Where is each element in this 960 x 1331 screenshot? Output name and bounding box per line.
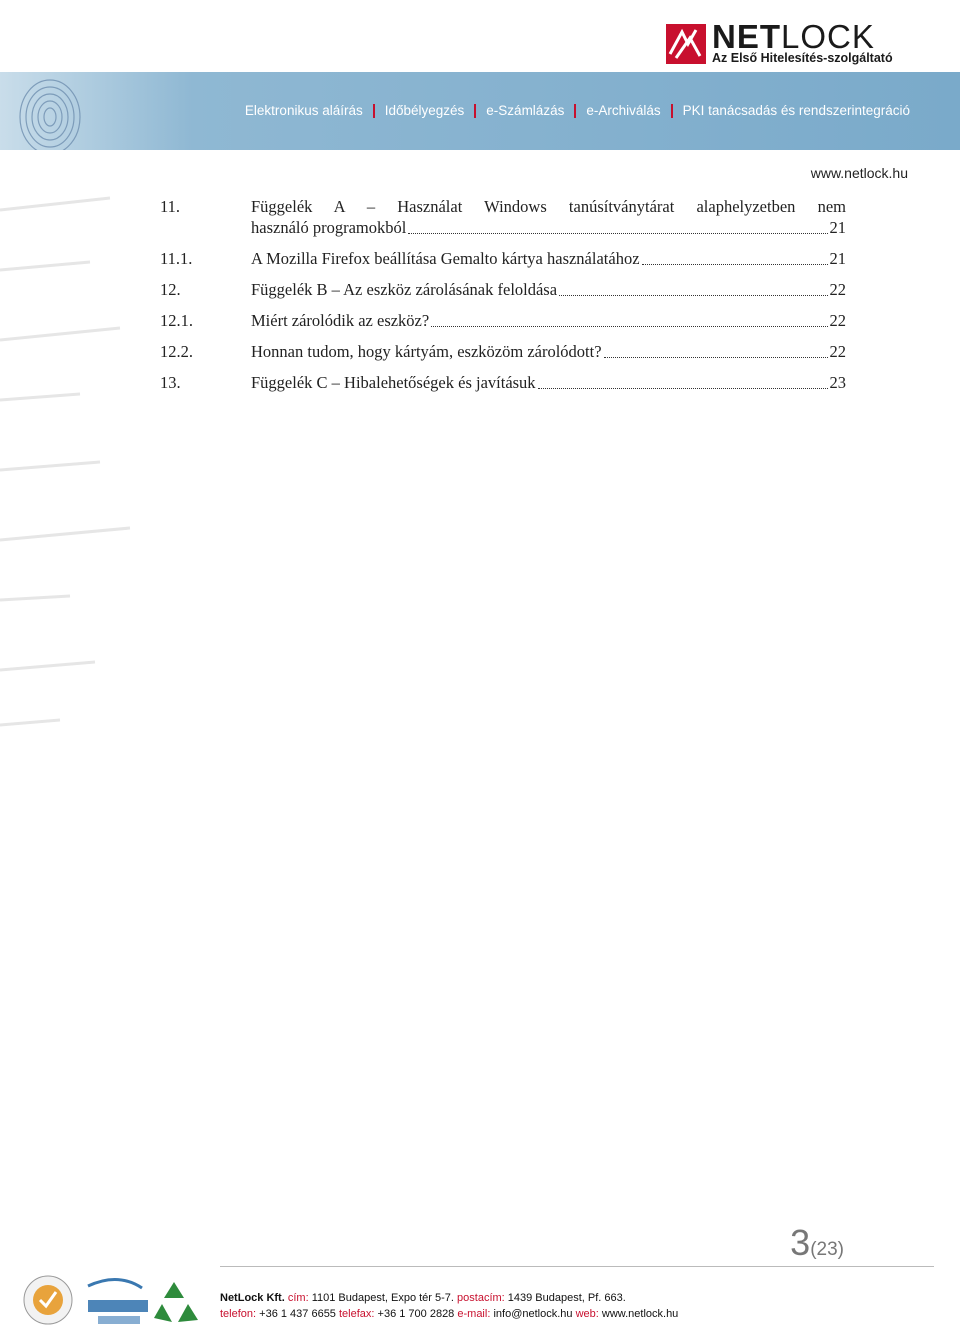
nav-item-e-szamlazas[interactable]: e-Számlázás bbox=[486, 103, 565, 118]
toc-leader bbox=[408, 233, 827, 234]
toc-page: 22 bbox=[829, 280, 846, 299]
nav-item-idobelyegzes[interactable]: Időbélyegzés bbox=[384, 103, 465, 118]
toc-title: Függelék C – Hibalehetőségek és javításuk bbox=[251, 373, 536, 392]
recycle-icon bbox=[154, 1282, 198, 1322]
header-nav bbox=[245, 103, 910, 118]
toc-page: 23 bbox=[829, 373, 846, 392]
netlock-logo bbox=[666, 20, 916, 68]
nav-item-e-archivalas[interactable]: e-Archiválás bbox=[586, 103, 661, 118]
toc-title: A Mozilla Firefox beállítása Gemalto kártya használatához bbox=[251, 249, 640, 268]
footer-web-link[interactable]: www.netlock.hu bbox=[601, 1308, 679, 1320]
toc-number: 11. bbox=[160, 197, 181, 216]
toc-entry[interactable] bbox=[160, 341, 846, 362]
footer-company: NetLock Kft. bbox=[220, 1292, 285, 1304]
page-total: (23) bbox=[810, 1239, 844, 1260]
nav-item-pki-tanacsadas[interactable]: PKI tanácsadás és rendszerintegráció bbox=[682, 103, 910, 118]
header-banner bbox=[0, 72, 960, 150]
footer-contact: NetLock Kft. cím: 1101 Budapest, Expo tér 5-7. postacím: 1439 Budapest, Pf. 663. telefon: +36 1 437 6655 telefax: +36 1 700 2828 e-mail: info@netlock.hu web: www.netlock.hu bbox=[220, 1292, 679, 1320]
decorative-streaks bbox=[0, 150, 140, 750]
toc-number: 12.2. bbox=[160, 342, 193, 361]
toc-page: 22 bbox=[829, 311, 846, 330]
toc-title: Miért zárolódik az eszköz? bbox=[251, 311, 430, 330]
page-number bbox=[790, 1222, 844, 1264]
netlock-mark-icon bbox=[666, 24, 706, 64]
toc-leader bbox=[559, 295, 827, 296]
certop-iso-9001-logo bbox=[88, 1279, 148, 1324]
nav-separator bbox=[373, 104, 375, 118]
footer-divider bbox=[220, 1266, 934, 1267]
logo-tagline: Az Első Hitelesítés-szolgáltató bbox=[712, 51, 893, 65]
footer-fax: +36 1 700 2828 bbox=[377, 1308, 455, 1320]
certification-logos bbox=[22, 1272, 212, 1328]
nav-separator bbox=[574, 104, 576, 118]
nav-item-elektronikus-alairas[interactable]: Elektronikus aláírás bbox=[244, 103, 363, 118]
page-current: 3 bbox=[790, 1222, 811, 1263]
fingerprint-icon bbox=[0, 72, 120, 150]
toc-title-continued: használó programokból bbox=[251, 218, 407, 237]
table-of-contents bbox=[160, 196, 846, 403]
toc-number: 13. bbox=[160, 373, 181, 392]
toc-leader bbox=[642, 264, 828, 265]
toc-title: Honnan tudom, hogy kártyám, eszközöm zárolódott? bbox=[251, 342, 602, 361]
footer-postal-address: 1439 Budapest, Pf. 663. bbox=[507, 1292, 626, 1304]
toc-page: 21 bbox=[829, 249, 846, 268]
logo-wordmark: NETLOCK bbox=[712, 18, 875, 55]
toc-number: 12. bbox=[160, 280, 181, 299]
toc-number: 12.1. bbox=[160, 311, 193, 330]
toc-number: 11.1. bbox=[160, 249, 193, 268]
nav-separator bbox=[671, 104, 673, 118]
footer-email-link[interactable]: info@netlock.hu bbox=[493, 1308, 573, 1320]
nav-separator bbox=[474, 104, 476, 118]
toc-page: 22 bbox=[829, 342, 846, 361]
toc-page: 21 bbox=[829, 218, 846, 237]
footer-phone: +36 1 437 6655 bbox=[259, 1308, 336, 1320]
toc-entry[interactable] bbox=[160, 248, 846, 269]
footer-address: 1101 Budapest, Expo tér 5-7. bbox=[311, 1292, 454, 1304]
toc-title: Függelék A – Használat Windows tanúsítványtárat alaphelyzetben nem bbox=[251, 197, 846, 216]
toc-entry[interactable] bbox=[160, 372, 846, 393]
toc-leader bbox=[604, 357, 828, 358]
sgs-logo bbox=[24, 1276, 72, 1324]
toc-entry[interactable] bbox=[160, 310, 846, 331]
toc-entry[interactable] bbox=[160, 196, 846, 238]
site-url[interactable]: www.netlock.hu bbox=[810, 165, 908, 181]
toc-leader bbox=[538, 388, 828, 389]
toc-entry[interactable] bbox=[160, 279, 846, 300]
toc-title: Függelék B – Az eszköz zárolásának feloldása bbox=[251, 280, 558, 299]
toc-leader bbox=[431, 326, 827, 327]
